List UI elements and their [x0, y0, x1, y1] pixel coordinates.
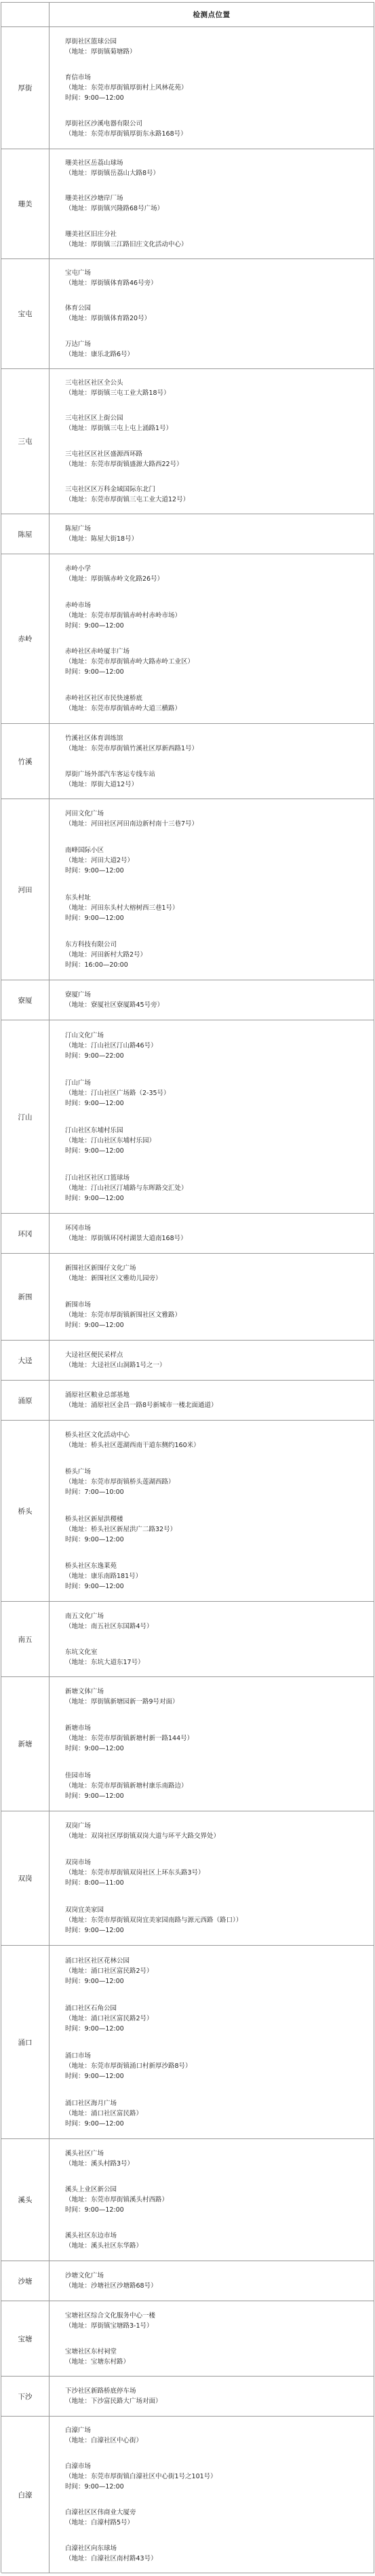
district-name: 珊美: [1, 149, 50, 258]
site-list: [50, 1677, 374, 1811]
site-entry: [50, 229, 374, 250]
site-address: （地址：汀山社区东埔村乐园）: [65, 1136, 156, 1145]
site-name: 桥头社区东逸莱苑: [65, 1562, 117, 1570]
site-hours: 时间：16:00—20:00: [65, 961, 128, 969]
site-name: 涌原社区粮业总部基地: [65, 1391, 130, 1399]
site-entry: [50, 2003, 374, 2034]
site-entry: [50, 1300, 374, 1330]
site-list: [50, 799, 374, 980]
site-entry: [50, 990, 374, 1010]
site-address: （地址：东莞市厚街镇桥头莲湖西路）: [65, 1478, 175, 1486]
site-entry: [50, 845, 374, 876]
site-name: 新塘市场: [65, 1725, 92, 1733]
site-hours: 时间：9:00—12:00: [65, 1194, 124, 1202]
site-address: （地址：白濠社区南村路43号）: [65, 2554, 157, 2562]
site-hours: 时间：9:00—12:00: [65, 1926, 124, 1934]
district-row: [1, 1254, 374, 1341]
site-hours: 时间：9:00—12:00: [65, 2024, 124, 2033]
site-entry: [50, 449, 374, 469]
site-list: [50, 554, 374, 723]
site-address: （地址：东莞市厚街镇三屯工业大道12号）: [65, 495, 190, 503]
site-entry: [50, 1078, 374, 1109]
site-entry: [50, 2311, 374, 2331]
district-name: 寮厦: [1, 980, 50, 1020]
site-address: （地址：涌原社区金昌一路8号新城市一楼北面通道）: [65, 1402, 218, 1409]
site-list: [50, 1602, 374, 1676]
site-entry: [50, 1821, 374, 1841]
site-address: （地址：溪头村路3号）: [65, 2159, 134, 2168]
site-entry: [50, 2098, 374, 2129]
district-name: 大迳: [1, 1341, 50, 1380]
site-name: 寮厦广场: [65, 991, 92, 999]
site-entry: [50, 268, 374, 288]
site-address: （地址：康乐南路181号）: [65, 1572, 142, 1580]
site-name: 汀山社区东埔村乐园: [65, 1126, 123, 1134]
site-hours: 时间：9:00—12:00: [65, 1792, 124, 1800]
site-entry: [50, 693, 374, 714]
site-name: 白濠社区向东球场: [65, 2544, 117, 2552]
district-name: 新塘: [1, 1677, 50, 1811]
site-entry: [50, 733, 374, 754]
site-name: 东方科技有限公司: [65, 940, 117, 948]
site-name: 佳园市场: [65, 1771, 92, 1780]
site-entry: [50, 2461, 374, 2492]
site-list: [50, 259, 374, 368]
site-address: （地址：新围社区文雅幼儿园旁）: [65, 1275, 162, 1282]
site-list: [50, 1811, 374, 1945]
district-name: 白濠: [1, 2417, 50, 2573]
site-list: [50, 27, 374, 149]
site-name: 赤岭社区赤岭厦丰广场: [65, 648, 130, 656]
site-name: 桥头社区新屋洪稷楼: [65, 1515, 123, 1523]
site-address: （地址：东莞市厚街镇赤岭大道三横路）: [65, 705, 182, 713]
site-hours: 时间：7:00—10:00: [65, 1488, 124, 1497]
site-entry: [50, 1263, 374, 1284]
site-entry: [50, 1430, 374, 1450]
site-hours: 时间：9:00—12:00: [65, 914, 124, 922]
site-name: 双岗广场: [65, 1822, 92, 1830]
site-entry: [50, 413, 374, 434]
site-name: 三屯社区区社区盛源西环路: [65, 450, 143, 458]
site-entry: [50, 1467, 374, 1497]
site-entry: [50, 37, 374, 57]
district-row: [1, 2261, 374, 2301]
site-hours: 时间：9:00—12:00: [65, 1322, 124, 1329]
site-name: 厚街社区沙溪电器有限公司: [65, 120, 143, 128]
site-entry: [50, 119, 374, 139]
district-name: 宝塘: [1, 2301, 50, 2376]
site-name: 汀山社区社区口篮球场: [65, 1174, 130, 1182]
district-row: [1, 259, 374, 369]
site-name: 涌口社区社区花林公园: [65, 1957, 130, 1965]
site-name: 育信市场: [65, 73, 92, 81]
site-address: （地址：河田新村大路2号）: [65, 950, 147, 959]
district-row: [1, 554, 374, 724]
site-entry: [50, 2185, 374, 2215]
site-hours: 时间：9:00—12:00: [65, 1099, 124, 1107]
site-address: （地址：白濠村路5号）: [65, 2518, 134, 2526]
site-address: （地址：厚街镇体育路20号）: [65, 315, 151, 323]
site-name: 宝塘社区东村祠堂: [65, 2347, 117, 2356]
site-name: 三屯社区区上街公园: [65, 415, 123, 423]
district-name: 赤岭: [1, 554, 50, 723]
district-row: [1, 2377, 374, 2417]
site-address: （地址：东莞市厚街镇盛源大路西22号）: [65, 460, 183, 468]
site-entry: [50, 2347, 374, 2367]
site-address: （地址：东莞市厚街镇溪头村西路）: [65, 2195, 169, 2204]
site-entry: [50, 73, 374, 103]
site-address: （地址：河田社区河田南边新村南十三巷7号）: [65, 820, 199, 828]
district-row: [1, 1020, 374, 1214]
site-address: （地址：汀山社区广场路（2-35号）: [65, 1089, 170, 1097]
district-row: [1, 369, 374, 514]
site-address: （地址：厚街镇环冈村湖景大道南168号）: [65, 1235, 187, 1242]
district-name: 宝屯: [1, 259, 50, 368]
test-site-table: [1, 2, 374, 2573]
district-name: 双岗: [1, 1811, 50, 1945]
site-address: （地址：东莞市厚街镇新塘村康乐南路边）: [65, 1782, 188, 1790]
site-entry: [50, 1905, 374, 1936]
site-list: [50, 1381, 374, 1420]
site-entry: [50, 1031, 374, 1061]
district-row: [1, 2417, 374, 2573]
site-name: 河田文化广场: [65, 810, 104, 818]
site-address: （地址：溪头社区东华路）: [65, 2242, 143, 2250]
site-name: 溪头上业区新公园: [65, 2185, 117, 2193]
site-list: [50, 1421, 374, 1601]
site-hours: 时间：9:00—22:00: [65, 1052, 124, 1060]
site-name: 下沙社区新路桥底停车场: [65, 2387, 136, 2395]
site-address: （地址：大迳社区山洞路1号之一）: [65, 1362, 166, 1369]
site-address: （地址：涌口社区富民路2号）: [65, 1967, 153, 1975]
site-list: [50, 980, 374, 1020]
site-name: 溪头社区东边市场: [65, 2232, 117, 2240]
district-name: 河田: [1, 799, 50, 980]
district-name: 三屯: [1, 369, 50, 514]
site-list: [50, 1946, 374, 2138]
site-entry: [50, 2051, 374, 2081]
site-entry: [50, 1771, 374, 1801]
site-entry: [50, 158, 374, 178]
site-address: （地址：厚街镇三屯工业大路18号）: [65, 389, 170, 398]
site-address: （地址：白濠社区中心街）: [65, 2437, 143, 2445]
site-hours: 时间：9:00—12:00: [65, 621, 124, 630]
site-address: （地址：东莞市厚街镇赤岭村赤岭市场）: [65, 611, 182, 619]
site-name: 桥头社区文化活动中心: [65, 1431, 130, 1440]
site-list: [50, 2139, 374, 2261]
site-entry: [50, 339, 374, 360]
site-entry: [50, 1561, 374, 1592]
site-entry: [50, 564, 374, 584]
site-address: （地址：厚街镇宝塘路3-1号）: [65, 2322, 153, 2330]
site-name: 涌口社区海月广场: [65, 2099, 117, 2107]
district-name: 环冈: [1, 1214, 50, 1253]
district-name: 沙塘: [1, 2261, 50, 2301]
site-entry: [50, 769, 374, 790]
site-address: （地址：东莞市厚街镇厚街村上风林花苑）: [65, 83, 188, 92]
site-entry: [50, 1858, 374, 1888]
site-address: （地址：厚街大道12号）: [65, 780, 138, 788]
site-entry: [50, 378, 374, 398]
site-address: （地址：厚街镇岳荔山大路8号）: [65, 170, 160, 178]
site-address: （地址：河田东头村大榕树西三巷1号）: [65, 904, 179, 912]
site-name: 珊美社区沙塘岸厂场: [65, 195, 123, 203]
site-list: [50, 2301, 374, 2376]
district-row: [1, 980, 374, 1020]
district-name: 下沙: [1, 2377, 50, 2416]
site-address: （地址：东莞市厚街镇白濠社区中心街1号之101号）: [65, 2473, 217, 2481]
site-address: （地址：厚街镇新塘园新一路9号对面）: [65, 1698, 179, 1706]
site-hours: 时间：9:00—12:00: [65, 2072, 124, 2080]
district-row: [1, 2301, 374, 2377]
site-name: 桥头广场: [65, 1468, 92, 1476]
site-name: 汀山广场: [65, 1079, 92, 1087]
district-row: [1, 149, 374, 259]
site-name: 东坑文化室: [65, 1648, 98, 1656]
site-hours: 时间：9:00—12:00: [65, 1977, 124, 1985]
district-name: 南五: [1, 1602, 50, 1676]
district-row: [1, 514, 374, 554]
site-name: 白濠广场: [65, 2427, 92, 2435]
site-address: （地址：东莞市厚街镇竹溪社区厚新西路1号）: [65, 744, 199, 752]
site-entry: [50, 1723, 374, 1754]
site-name: 陈屋广场: [65, 525, 92, 533]
site-entry: [50, 2149, 374, 2169]
site-name: 珊美社区岳荔山球场: [65, 159, 123, 168]
site-address: （地址：汀山社区汀埔路与东晖路交汇处）: [65, 1184, 188, 1192]
site-name: 沙塘文化广场: [65, 2272, 104, 2280]
site-list: [50, 149, 374, 258]
site-address: （地址：东莞市厚街镇新塘村新一路144号）: [65, 1735, 194, 1743]
district-row: [1, 1421, 374, 1602]
site-entry: [50, 1126, 374, 1156]
district-row: [1, 1811, 374, 1946]
site-entry: [50, 1350, 374, 1370]
site-entry: [50, 1687, 374, 1707]
site-address: （地址：厚街镇三江路旧庄文化活动中心）: [65, 240, 188, 248]
site-name: 宝屯广场: [65, 269, 92, 277]
site-name: 赤岭市场: [65, 601, 92, 609]
site-entry: [50, 303, 374, 324]
site-name: 汀山文化广场: [65, 1031, 104, 1039]
site-name: 体育公园: [65, 305, 92, 313]
header-district-cell: [1, 3, 50, 26]
district-name: 厚街: [1, 27, 50, 149]
district-row: [1, 1602, 374, 1677]
district-row: [1, 1946, 374, 2139]
site-address: （地址：宝塘东村路）: [65, 2358, 130, 2366]
site-address: （地址：东莞市厚街镇双岗宜美家园南路与源元西路（路口））: [65, 1916, 243, 1924]
district-name: 涌原: [1, 1381, 50, 1420]
site-entry: [50, 600, 374, 631]
district-row: [1, 724, 374, 799]
site-entry: [50, 193, 374, 214]
site-name: 竹溪社区体育训练馆: [65, 734, 123, 742]
district-name: 陈屋: [1, 514, 50, 554]
site-name: 双岗宜美家园: [65, 1906, 104, 1914]
site-address: （地址：涌口社区富民路）: [65, 2109, 143, 2117]
site-name: 新围市场: [65, 1301, 92, 1309]
site-list: [50, 514, 374, 554]
site-name: 珊美社区旧庄分社: [65, 230, 117, 238]
site-address: （地址：涌口社区富民路2号）: [65, 2014, 153, 2022]
site-address: （地址：厚街镇体育路46号旁）: [65, 280, 157, 288]
district-name: 竹溪: [1, 724, 50, 799]
site-hours: 时间：9:00—12:00: [65, 867, 124, 875]
district-row: [1, 1214, 374, 1254]
site-address: （地址：厚街镇兴隆路68号广场）: [65, 205, 164, 213]
table-title: 检测点位置: [50, 3, 374, 26]
site-entry: [50, 1390, 374, 1410]
site-entry: [50, 1173, 374, 1204]
site-name: 厚街广场外部汽车客运专线车站: [65, 770, 156, 778]
site-name: 白濠社区区伟商业大厦旁: [65, 2508, 136, 2516]
site-address: （地址：汀山社区汀山路46号）: [65, 1041, 157, 1050]
site-address: （地址：寮厦社区寮厦路45号旁）: [65, 1001, 164, 1009]
site-address: （地址：陈屋大街18号）: [65, 535, 138, 543]
site-name: 厚街社区篮球公园: [65, 37, 117, 45]
site-name: 三屯社区区万科金域国际东北门: [65, 485, 156, 493]
site-entry: [50, 647, 374, 677]
site-name: 东头村址: [65, 893, 92, 902]
site-address: （地址：东莞市厚街镇涌口村新厚沙路8号）: [65, 2062, 192, 2070]
site-list: [50, 1214, 374, 1253]
site-hours: 时间：9:00—12:00: [65, 1147, 124, 1155]
site-hours: 时间：9:00—12:00: [65, 1582, 124, 1590]
site-list: [50, 2417, 374, 2573]
site-address: （地址：南五社区东国路4号）: [65, 1622, 153, 1630]
site-hours: 时间：8:00—11:00: [65, 1879, 124, 1887]
site-address: （地址：东莞市厚街镇厚街东永路168号）: [65, 130, 187, 138]
site-hours: 时间：9:00—12:00: [65, 2119, 124, 2128]
site-address: （地址：厚街镇赤岭文化路26号）: [65, 575, 164, 583]
site-address: （地址：河田大道2号）: [65, 857, 134, 865]
site-entry: [50, 893, 374, 923]
district-row: [1, 2139, 374, 2261]
site-entry: [50, 524, 374, 544]
site-list: [50, 724, 374, 799]
site-list: [50, 2377, 374, 2416]
site-name: 双岗市场: [65, 1859, 92, 1867]
district-row: [1, 27, 374, 149]
district-name: 溪头: [1, 2139, 50, 2261]
site-entry: [50, 2507, 374, 2528]
site-address: （地址：东坑大道东17号）: [65, 1658, 144, 1666]
site-entry: [50, 1514, 374, 1545]
site-address: （地址：双岗社区厚街镇双岗大道与环平大路交界处）: [65, 1832, 220, 1841]
site-address: （地址：东莞市厚街镇新围社区文雅路）: [65, 1311, 182, 1319]
site-name: 白濠市场: [65, 2463, 92, 2471]
site-name: 宝塘社区综合文化服务中心一楼: [65, 2311, 156, 2320]
district-name: 桥头: [1, 1421, 50, 1601]
site-address: （地址：下沙富民路大广场对面）: [65, 2398, 162, 2405]
district-name: 汀山: [1, 1020, 50, 1213]
site-entry: [50, 1223, 374, 1244]
site-name: 赤岭小学: [65, 564, 92, 573]
site-list: [50, 1341, 374, 1380]
site-entry: [50, 940, 374, 970]
site-address: （地址：东莞市厚街镇双岗社区上环东头路3号）: [65, 1869, 205, 1877]
site-entry: [50, 484, 374, 505]
site-address: （地址：沙塘社区沙塘路68号）: [65, 2282, 157, 2290]
site-name: 三屯社区社区全公头: [65, 379, 123, 387]
district-row: [1, 799, 374, 980]
site-list: [50, 1020, 374, 1213]
site-entry: [50, 809, 374, 829]
site-entry: [50, 2386, 374, 2406]
site-address: （地址：桥头社区新屋洪广二路32号）: [65, 1525, 177, 1533]
site-name: 万达广场: [65, 340, 92, 348]
site-list: [50, 369, 374, 514]
site-name: 新塘文体广场: [65, 1688, 104, 1696]
site-entry: [50, 1611, 374, 1632]
site-name: 南峰国际小区: [65, 847, 104, 855]
site-name: 涌口社区石角公园: [65, 2004, 117, 2012]
table-header-row: [1, 3, 374, 27]
district-row: [1, 1677, 374, 1811]
site-name: 新围社区新围仔文化广场: [65, 1265, 136, 1272]
site-name: 大迳社区便民采样点: [65, 1351, 123, 1359]
site-hours: 时间：9:00—12:00: [65, 668, 124, 676]
site-address: （地址：康乐北路6号）: [65, 350, 134, 358]
site-address: （地址：桥头社区莲湖西南干道东侧约160米）: [65, 1442, 200, 1450]
site-hours: 时间：9:00—12:00: [65, 1745, 124, 1753]
district-row: [1, 1381, 374, 1421]
site-name: 南五文化广场: [65, 1612, 104, 1620]
site-hours: 时间：9:00—12:00: [65, 2483, 124, 2491]
site-name: 赤岭社区社区市民快速桥底: [65, 695, 143, 703]
site-entry: [50, 2543, 374, 2564]
site-hours: 时间：9:00—12:00: [65, 94, 124, 102]
site-list: [50, 2261, 374, 2301]
site-entry: [50, 2271, 374, 2291]
site-name: 环冈市场: [65, 1225, 92, 1232]
site-entry: [50, 1647, 374, 1668]
site-list: [50, 1254, 374, 1340]
site-entry: [50, 2425, 374, 2446]
site-name: 溪头社区广场: [65, 2149, 104, 2157]
site-hours: 时间：9:00—12:00: [65, 1535, 124, 1543]
site-address: （地址：东莞市厚街镇赤岭大路赤岭工业区）: [65, 658, 195, 666]
site-name: 涌口市场: [65, 2052, 92, 2060]
site-address: （地址：厚街镇菊塘路）: [65, 47, 136, 56]
district-row: [1, 1341, 374, 1381]
site-entry: [50, 1956, 374, 1986]
site-entry: [50, 2231, 374, 2251]
site-hours: 时间：9:00—12:00: [65, 2206, 124, 2214]
district-name: 新围: [1, 1254, 50, 1340]
site-address: （地址：厚街镇三屯上屯上涌路1号）: [65, 425, 173, 433]
district-name: 涌口: [1, 1946, 50, 2138]
